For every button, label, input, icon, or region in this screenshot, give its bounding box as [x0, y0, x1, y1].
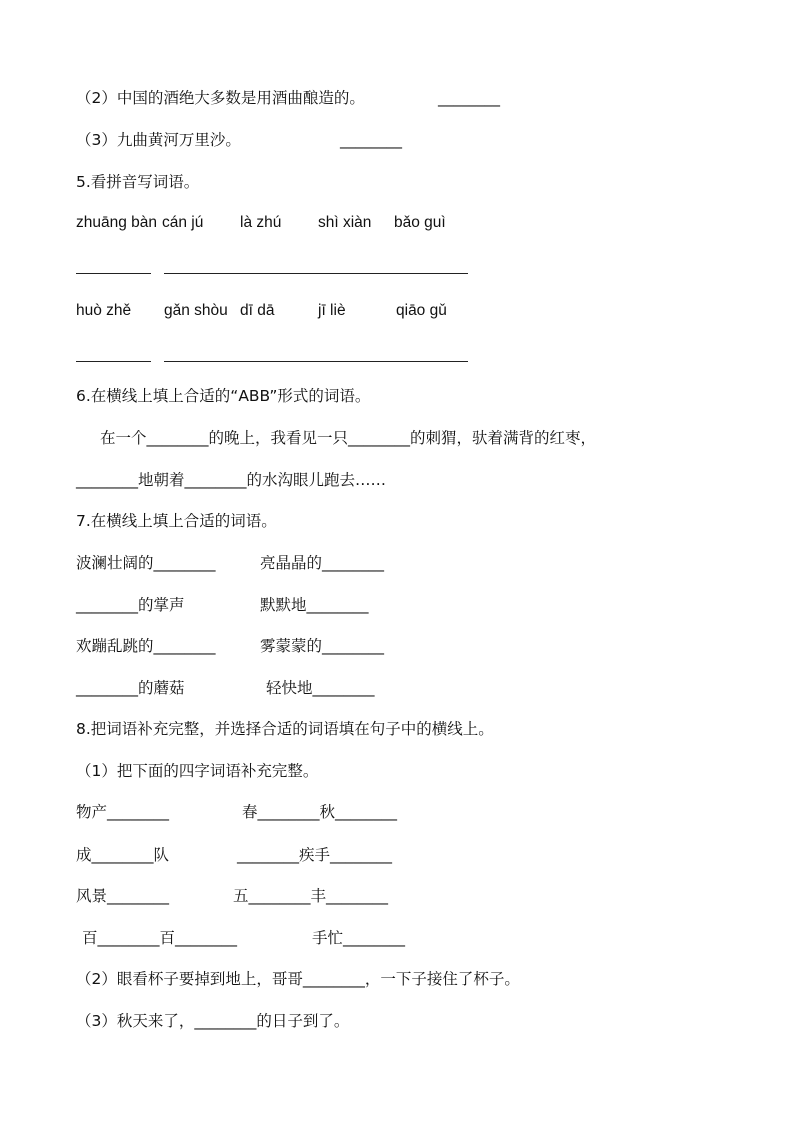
- pinyin-item: shì xiàn: [318, 214, 372, 231]
- pinyin-item: cán jú: [162, 214, 204, 231]
- q8-idiom-item: 手忙________: [312, 929, 406, 947]
- pinyin-item: huò zhě: [76, 302, 132, 319]
- q8-idiom-item: 春________秋________: [242, 803, 398, 821]
- q4-item-3: （3）九曲黄河万里沙。: [76, 131, 241, 149]
- q6-sentence-line-1: 在一个________的晚上，我看见一只________的刺猬，驮着满背的红枣，: [100, 429, 597, 447]
- q8-idiom-item: 成________队: [76, 846, 170, 864]
- q5-title: 5.看拼音写词语。: [76, 173, 200, 191]
- pinyin-item: gǎn shòu: [164, 302, 228, 319]
- q7-item: ________的掌声: [76, 596, 185, 614]
- pinyin-item: jī liè: [318, 302, 346, 319]
- q4-item-2-answer-blank[interactable]: ________: [438, 89, 500, 107]
- q7-item: 默默地________: [260, 596, 369, 614]
- q8-subquestion-1: （1）把下面的四字词语补充完整。: [76, 762, 319, 780]
- q7-item: 波澜壮阔的________: [76, 554, 216, 572]
- q8-idiom-item: 风景________: [76, 887, 170, 905]
- answer-blank[interactable]: [164, 361, 316, 362]
- q8-idiom-item: 五________丰________: [233, 887, 389, 905]
- q7-item: 雾蒙蒙的________: [260, 637, 385, 655]
- q7-title: 7.在横线上填上合适的词语。: [76, 512, 277, 530]
- q6-title: 6.在横线上填上合适的“ABB”形式的词语。: [76, 387, 371, 405]
- q4-item-2: （2）中国的酒绝大多数是用酒曲酿造的。: [76, 89, 365, 107]
- q8-idiom-item: ________疾手________: [237, 846, 393, 864]
- pinyin-item: zhuāng bàn: [76, 214, 158, 231]
- q8-subquestion-3: （3）秋天来了，________的日子到了。: [76, 1012, 350, 1030]
- pinyin-item: là zhú: [240, 214, 282, 231]
- q4-item-3-answer-blank[interactable]: ________: [340, 131, 402, 149]
- answer-blank[interactable]: [164, 273, 316, 274]
- q8-idiom-item: 百________百________: [82, 929, 238, 947]
- q8-title: 8.把词语补充完整，并选择合适的词语填在句子中的横线上。: [76, 720, 494, 738]
- q7-item: 亮晶晶的________: [260, 554, 385, 572]
- pinyin-item: qiāo gǔ: [396, 302, 447, 319]
- answer-blank[interactable]: [76, 273, 151, 274]
- answer-blank[interactable]: [316, 273, 468, 274]
- answer-blank[interactable]: [76, 361, 151, 362]
- q6-sentence-line-2: ________地朝着________的水沟眼儿跑去……: [76, 471, 387, 489]
- pinyin-item: bǎo guì: [394, 214, 446, 231]
- pinyin-item: dī dā: [240, 302, 275, 319]
- q7-item: ________的蘑菇: [76, 679, 185, 697]
- q7-item: 轻快地________: [266, 679, 375, 697]
- q8-subquestion-2: （2）眼看杯子要掉到地上，哥哥________，一下子接住了杯子。: [76, 970, 520, 988]
- answer-blank[interactable]: [316, 361, 468, 362]
- q8-idiom-item: 物产________: [76, 803, 170, 821]
- q7-item: 欢蹦乱跳的________: [76, 637, 216, 655]
